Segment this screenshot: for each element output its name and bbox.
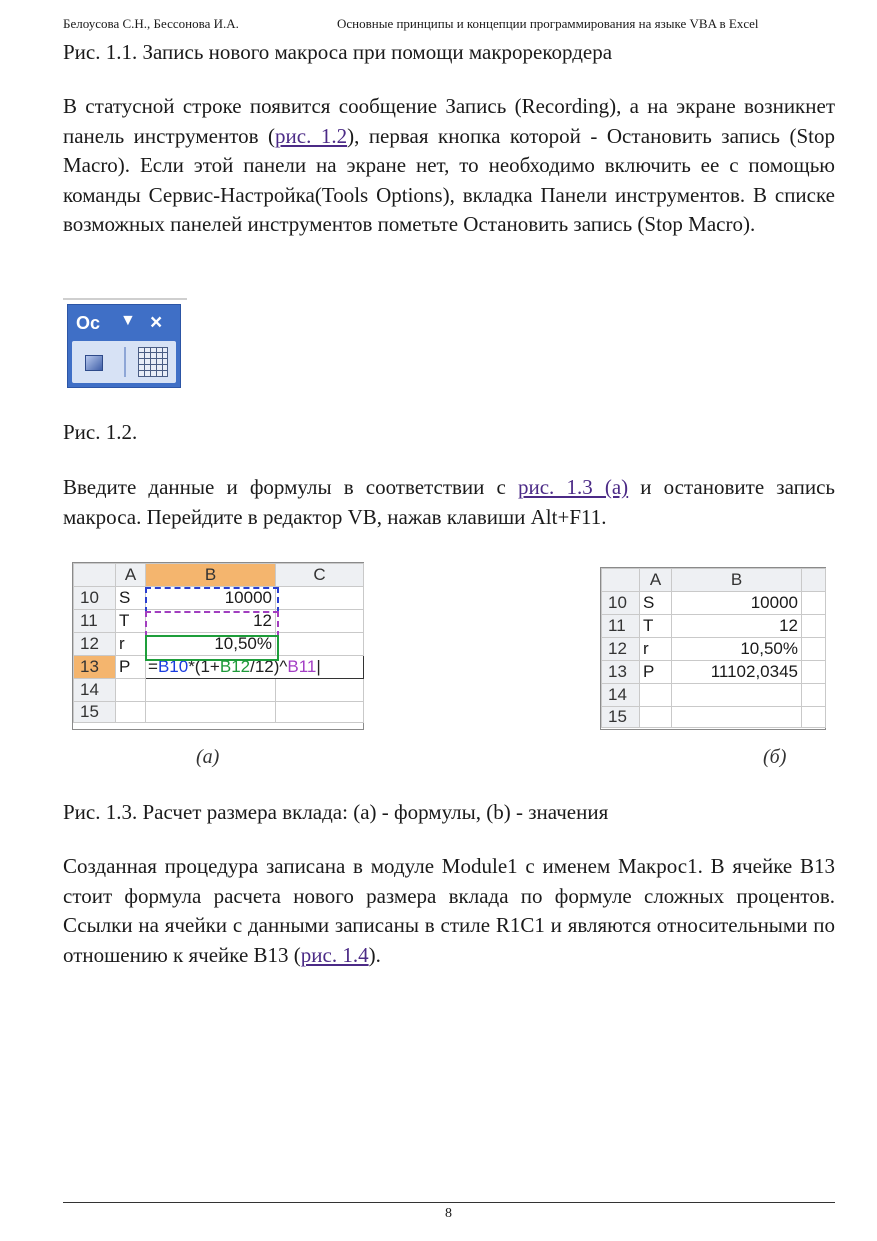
cell[interactable]: S [640,592,672,615]
cell[interactable] [802,615,826,638]
stop-macro-button[interactable] [85,355,103,371]
cell[interactable]: S [116,587,146,610]
formula-ref: B12 [219,657,251,676]
table-row [602,661,826,684]
paragraph-text: Введите данные и формулы в соответствии с [63,475,518,499]
cell[interactable] [802,707,826,728]
row-header[interactable]: 15 [602,707,640,728]
cell[interactable] [276,702,364,723]
figure-label-a: (а) [196,746,220,768]
row-header[interactable]: 15 [74,702,116,723]
relative-reference-button[interactable] [138,347,168,377]
formula-ref: B11 [287,657,317,676]
cell[interactable]: 12 [672,615,802,638]
stop-recording-toolbar [67,304,181,388]
link-fig-1-2[interactable]: рис. 1.2 [275,123,348,148]
row-header[interactable]: 14 [74,679,116,702]
row-header[interactable]: 10 [74,587,116,610]
cell[interactable]: P [640,661,672,684]
cell[interactable] [276,610,364,633]
row-header[interactable]: 12 [602,638,640,661]
paragraph-recording [63,92,835,240]
header-title: Основные принципы и концепции программирования на языке VBA в Excel [337,16,759,31]
cell[interactable]: 10000 [672,592,802,615]
table-row [602,684,826,707]
cell[interactable]: r [640,638,672,661]
table-row [602,592,826,615]
row-header[interactable]: 12 [74,633,116,656]
row-header[interactable]: 13 [602,661,640,684]
cell[interactable]: 11102,0345 [672,661,802,684]
table-row [74,610,364,633]
figure-caption-1-2: Рис. 1.2. [63,420,138,444]
figure-caption-1-1: Рис. 1.1. Запись нового макроса при помощи макрорекордера [63,40,613,64]
row-header[interactable]: 13 [74,656,116,679]
row-header[interactable]: 10 [602,592,640,615]
column-header[interactable]: A [116,564,146,587]
corner-cell [74,564,116,587]
cell[interactable]: P [116,656,146,679]
corner-cell [602,569,640,592]
column-header[interactable]: B [672,569,802,592]
table-row [74,587,364,610]
cell[interactable] [672,707,802,728]
cell[interactable] [640,707,672,728]
formula-ref: B10 [157,657,189,676]
formula-text [148,657,321,676]
figure-caption-1-3: Рис. 1.3. Расчет размера вклада: (а) - формулы, (b) - значения [63,800,609,824]
column-header[interactable] [802,569,826,592]
table-row [74,656,364,679]
cell[interactable] [276,679,364,702]
paragraph-text: и остановите запись макроса. Перейдите в редактор VB, нажав клавиши Alt+F11. [63,475,835,529]
row-header[interactable]: 14 [602,684,640,707]
formula-part: = [148,657,158,676]
row-header[interactable]: 11 [74,610,116,633]
paragraph-procedure [63,852,835,970]
cell[interactable] [802,592,826,615]
cell[interactable]: T [640,615,672,638]
toolbar-separator [124,347,126,377]
paragraph-text: В статусной строке появится сообщение Запись (Recording), а на экране возникнет панель инструментов ( [63,94,835,148]
table-row [74,679,364,702]
chevron-down-icon[interactable]: ▼ [120,312,136,329]
table-row [74,702,364,723]
cell[interactable] [116,702,146,723]
cell[interactable]: 10,50% [146,633,276,656]
footer-divider [63,1202,835,1203]
table-row [74,633,364,656]
column-header[interactable]: B [146,564,276,587]
cell[interactable] [672,684,802,707]
cell[interactable]: 12 [146,610,276,633]
cell[interactable]: 10,50% [672,638,802,661]
formula-part: /12)^ [250,657,288,676]
cell[interactable] [116,679,146,702]
cell[interactable]: 10000 [146,587,276,610]
cell[interactable] [146,679,276,702]
close-icon[interactable]: × [150,311,163,334]
paragraph-text: ). [368,942,381,967]
paragraph-text: ), первая кнопка которой - Остановить запись (Stop Macro). Если этой панели на экране нет, то необходимо включить ее с помощью команды Сервис-Настройка(Tools Options), вкладка Панели инструментов. В списке возможных панелей инструментов пометьте Остановить запись (Stop Macro). [63,123,835,237]
column-header[interactable]: A [640,569,672,592]
column-header[interactable]: C [276,564,364,587]
spreadsheet-formulas [72,562,364,730]
cell[interactable] [640,684,672,707]
text-cursor: | [316,657,321,676]
header-authors: Белоусова С.Н., Бессонова И.А. [63,16,239,31]
toolbar-divider [63,298,187,300]
page-number: 8 [445,1206,452,1221]
formula-part: *(1+ [188,657,220,676]
link-fig-1-3a[interactable]: рис. 1.3 (а) [518,475,629,499]
paragraph-text: Созданная процедура записана в модуле Module1 с именем Макрос1. В ячейке B13 стоит формула расчета нового размера вклада по формуле сложных процентов. Ссылки на ячейки с данными записаны в стиле R1C1 и являются относительными по отношению к ячейке B13 ( [63,854,835,967]
toolbar-buttons [72,341,176,383]
paragraph-enter-data [63,473,835,532]
cell[interactable] [802,661,826,684]
toolbar-titlebar[interactable] [72,309,176,339]
cell[interactable] [802,638,826,661]
table-row [602,615,826,638]
table-row [602,638,826,661]
formula-cell[interactable] [146,656,364,679]
link-fig-1-4[interactable]: рис. 1.4 [300,942,369,967]
toolbar-title: Ос [76,313,101,333]
cell[interactable]: T [116,610,146,633]
cell[interactable] [146,702,276,723]
cell[interactable] [802,684,826,707]
cell[interactable] [276,587,364,610]
cell[interactable]: r [116,633,146,656]
spreadsheet-values [600,567,826,730]
table-row [602,707,826,728]
row-header[interactable]: 11 [602,615,640,638]
cell[interactable] [276,633,364,656]
figure-label-b: (б) [763,746,787,768]
